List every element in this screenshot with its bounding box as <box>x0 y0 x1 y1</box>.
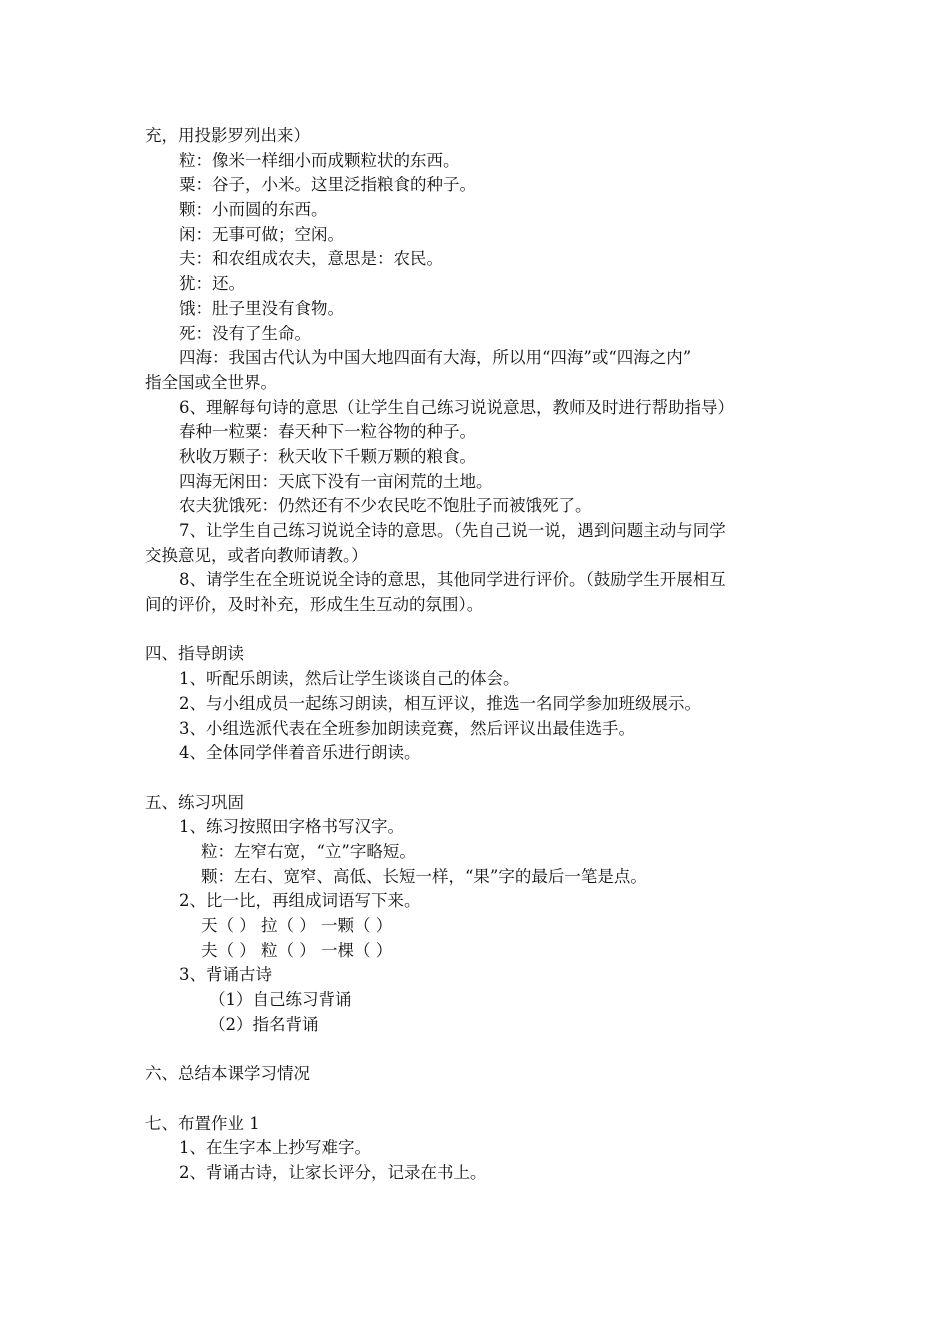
text-line: 四海无闲田：天底下没有一亩闲荒的土地。 <box>179 471 493 491</box>
text-line: 四、指导朗读 <box>145 644 244 664</box>
text-line: 2、背诵古诗，让家长评分，记录在书上。 <box>179 1162 487 1182</box>
text-line: 4、全体同学伴着音乐进行朗读。 <box>179 743 421 763</box>
text-line: 2、比一比，再组成词语写下来。 <box>179 891 421 911</box>
text-line: 农夫犹饿死：仍然还有不少农民吃不饱肚子而被饿死了。 <box>179 496 592 516</box>
text-line: 春种一粒粟：春天种下一粒谷物的种子。 <box>179 422 476 442</box>
text-line: 秋收万颗子：秋天收下千颗万颗的粮食。 <box>179 446 476 466</box>
text-line: 3、小组选派代表在全班参加朗读竞赛，然后评议出最佳选手。 <box>179 718 635 738</box>
text-line: 犹：还。 <box>179 274 245 294</box>
text-line: 死：没有了生命。 <box>179 323 311 343</box>
text-line: 充，用投影罗列出来） <box>145 126 310 145</box>
text-line: 五、练习巩固 <box>145 792 244 812</box>
text-line: 粒：左窄右宽，“立”字略短。 <box>201 841 416 861</box>
text-line: 7、让学生自己练习说说全诗的意思。（先自己说一说，遇到问题主动与同学 <box>179 521 726 540</box>
text-line: 指全国或全世界。 <box>145 372 277 392</box>
text-line: 8、请学生在全班说说全诗的意思，其他同学进行评价。（鼓励学生开展相互 <box>179 570 726 590</box>
blank-line <box>145 766 815 791</box>
blank-line <box>145 618 815 643</box>
blank-line <box>145 1087 815 1112</box>
text-line: 四海：我国古代认为中国大地四面有大海，所以用“四海”或“四海之内” <box>179 348 692 368</box>
text-line: 6、理解每句诗的意思（让学生自己练习说说意思，教师及时进行帮助指导） <box>179 397 734 417</box>
text-line: 1、练习按照田字格书写汉字。 <box>179 817 404 837</box>
text-line: 饿：肚子里没有食物。 <box>179 298 344 318</box>
text-line: 夫（ ） 粒（ ） 一棵（ ） <box>201 940 393 960</box>
text-line: 3、背诵古诗 <box>179 965 272 985</box>
text-line: （2）指名背诵 <box>209 1014 319 1034</box>
document-body <box>145 124 815 1186</box>
text-line: 七、布置作业 1 <box>145 1113 260 1133</box>
text-line: （1）自己练习背诵 <box>209 990 352 1010</box>
text-line: 颗：小而圆的东西。 <box>179 200 328 220</box>
blank-line <box>145 1037 815 1062</box>
text-line: 1、在生字本上抄写难字。 <box>179 1138 371 1158</box>
text-line: 间的评价，及时补充，形成生生互动的氛围）。 <box>145 595 484 615</box>
text-line: 天（ ） 拉（ ） 一颗（ ） <box>201 916 393 935</box>
text-line: 夫：和农组成农夫，意思是：农民。 <box>179 249 443 269</box>
text-line: 2、与小组成员一起练习朗读，相互评议，推选一名同学参加班级展示。 <box>179 693 701 713</box>
text-line: 1、听配乐朗读，然后让学生谈谈自己的体会。 <box>179 669 520 689</box>
text-line: 交换意见，或者向教师请教。） <box>145 545 368 565</box>
text-line: 颗：左右、宽窄、高低、长短一样，“果”字的最后一笔是点。 <box>201 866 647 886</box>
text-line: 六、总结本课学习情况 <box>145 1064 310 1084</box>
text-line: 粟：谷子，小米。这里泛指粮食的种子。 <box>179 175 476 195</box>
text-line: 闲：无事可做；空闲。 <box>179 224 344 244</box>
text-line: 粒：像米一样细小而成颗粒状的东西。 <box>179 150 460 170</box>
